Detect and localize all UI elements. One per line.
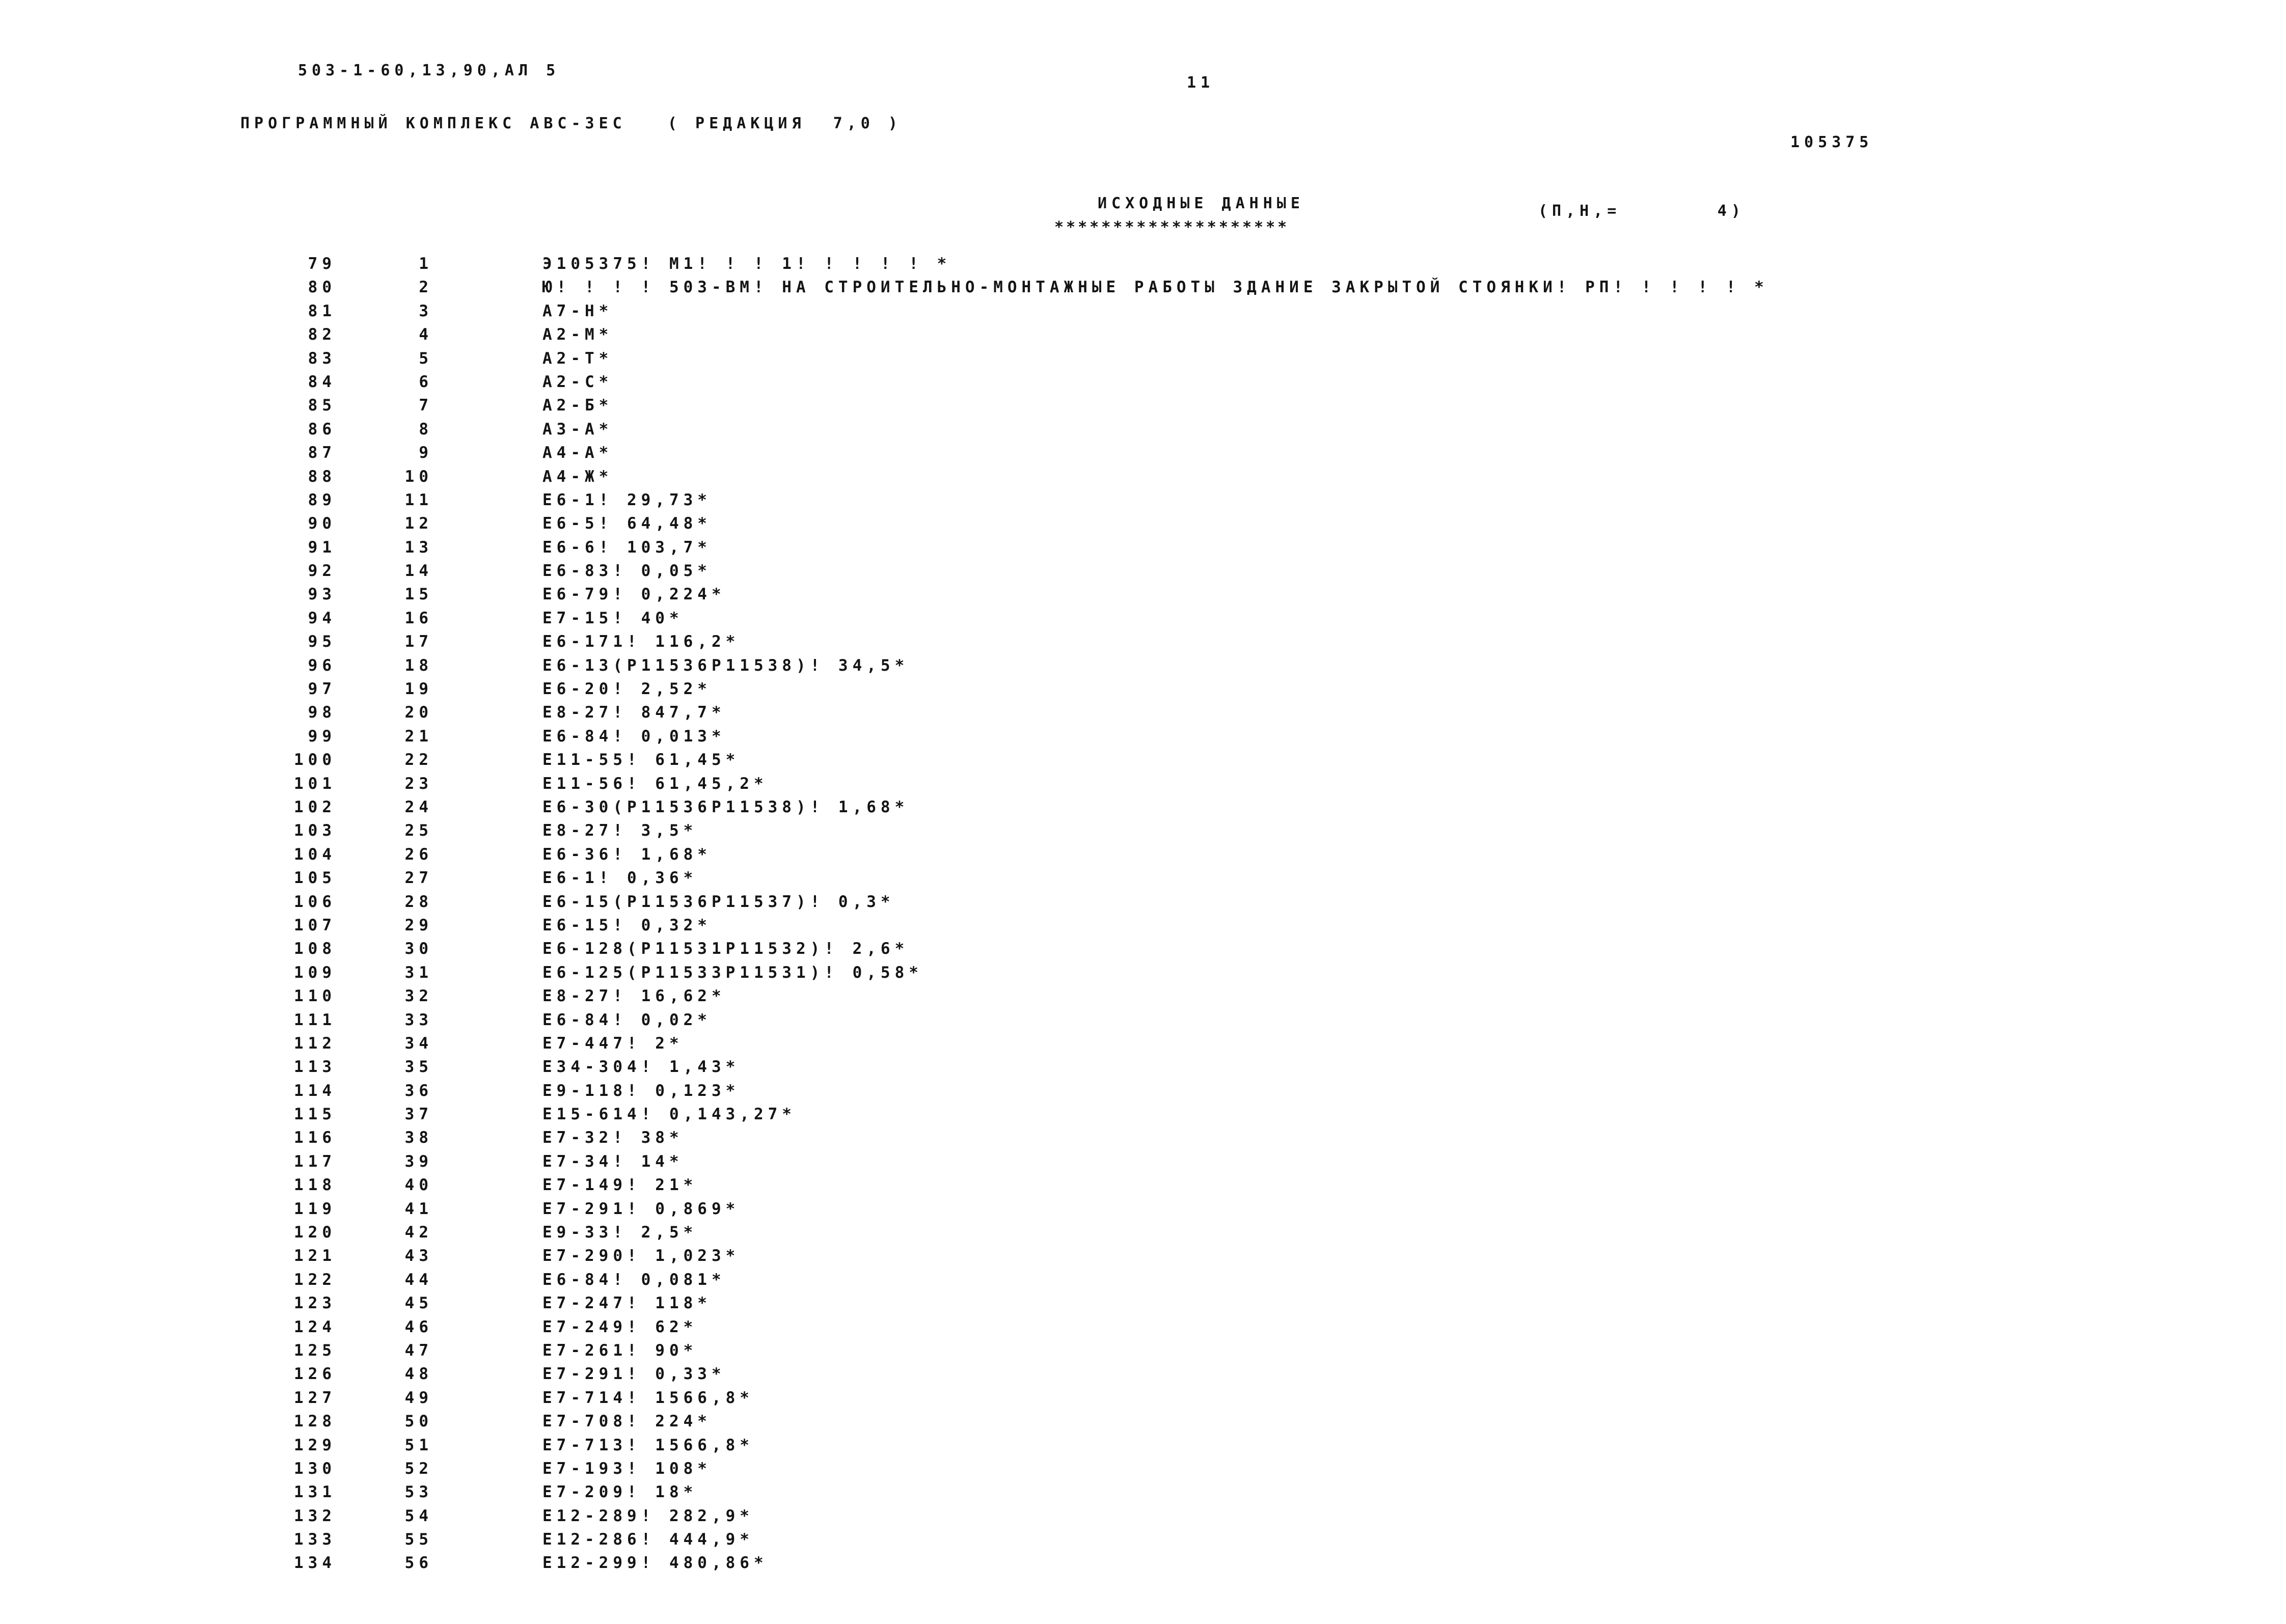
listing-row xyxy=(0,654,2286,677)
row-record-text: Е9-118! 0,123* xyxy=(542,1081,740,1100)
row-absolute-number: 107 xyxy=(294,916,336,934)
listing-row xyxy=(0,323,2286,346)
row-record-text: А2-Т* xyxy=(542,349,613,368)
row-absolute-number: 90 xyxy=(308,514,336,533)
row-absolute-number: 80 xyxy=(308,278,336,297)
program-title: ПРОГРАММНЫЙ КОМПЛЕКС АВС-ЗЕС ( РЕДАКЦИЯ 7,0 ) xyxy=(240,115,902,132)
row-relative-number: 30 xyxy=(404,940,433,958)
row-record-text: Е6-1! 29,73* xyxy=(542,490,712,509)
row-relative-number: 53 xyxy=(404,1483,433,1502)
listing-row xyxy=(0,819,2286,842)
listing-row xyxy=(0,1103,2286,1126)
listing-row xyxy=(0,1008,2286,1032)
row-record-text: Е7-15! 40* xyxy=(542,609,684,627)
row-relative-number: 40 xyxy=(404,1176,433,1195)
row-absolute-number: 86 xyxy=(308,420,336,438)
row-relative-number: 43 xyxy=(404,1247,433,1265)
row-record-text: А2-Б* xyxy=(542,396,613,415)
row-absolute-number: 128 xyxy=(294,1412,336,1431)
row-record-text: Е6-171! 116,2* xyxy=(542,632,740,651)
row-record-text: Е6-84! 0,013* xyxy=(542,727,726,746)
row-absolute-number: 94 xyxy=(308,609,336,627)
row-record-text: Е7-447! 2* xyxy=(542,1034,684,1053)
row-record-text: Е6-1! 0,36* xyxy=(542,869,698,888)
row-record-text: Е9-33! 2,5* xyxy=(542,1223,698,1242)
listing-row xyxy=(0,1480,2286,1504)
row-record-text: Е8-27! 16,62* xyxy=(542,987,726,1006)
row-relative-number: 15 xyxy=(404,585,433,604)
input-data-listing xyxy=(0,252,2286,1575)
row-absolute-number: 112 xyxy=(294,1034,336,1053)
listing-row xyxy=(0,937,2286,960)
row-relative-number: 52 xyxy=(404,1459,433,1478)
row-record-text: Е6-13(Р11536Р11538)! 34,5* xyxy=(542,656,909,675)
listing-row xyxy=(0,1410,2286,1433)
listing-row xyxy=(0,1339,2286,1362)
row-relative-number: 4 xyxy=(419,325,433,344)
section-title-underline: ******************** xyxy=(1054,218,1290,236)
row-record-text: Е6-125(Р11533Р11531)! 0,58* xyxy=(542,963,923,982)
row-record-text: Е7-261! 90* xyxy=(542,1341,698,1360)
row-relative-number: 14 xyxy=(404,562,433,581)
row-relative-number: 54 xyxy=(404,1506,433,1525)
row-absolute-number: 116 xyxy=(294,1128,336,1147)
row-absolute-number: 101 xyxy=(294,774,336,793)
row-absolute-number: 102 xyxy=(294,797,336,816)
row-absolute-number: 124 xyxy=(294,1317,336,1336)
row-record-text: Е7-714! 1566,8* xyxy=(542,1388,754,1407)
row-absolute-number: 132 xyxy=(294,1506,336,1525)
row-record-text: Е8-27! 847,7* xyxy=(542,703,726,722)
row-relative-number: 13 xyxy=(404,538,433,557)
row-absolute-number: 129 xyxy=(294,1436,336,1454)
listing-row xyxy=(0,418,2286,441)
row-record-text: А4-А* xyxy=(542,444,613,462)
listing-row xyxy=(0,299,2286,323)
row-absolute-number: 122 xyxy=(294,1270,336,1289)
row-relative-number: 3 xyxy=(419,301,433,320)
row-absolute-number: 115 xyxy=(294,1105,336,1124)
row-absolute-number: 87 xyxy=(308,444,336,462)
row-relative-number: 23 xyxy=(404,774,433,793)
listing-row xyxy=(0,890,2286,914)
row-relative-number: 29 xyxy=(404,916,433,934)
row-relative-number: 6 xyxy=(419,372,433,391)
row-record-text: Е7-247! 118* xyxy=(542,1294,712,1313)
row-record-text: Е6-84! 0,081* xyxy=(542,1270,726,1289)
row-relative-number: 26 xyxy=(404,845,433,864)
listing-row xyxy=(0,630,2286,653)
row-relative-number: 33 xyxy=(404,1010,433,1029)
row-record-text: Е6-83! 0,05* xyxy=(542,562,712,581)
row-relative-number: 42 xyxy=(404,1223,433,1242)
row-absolute-number: 91 xyxy=(308,538,336,557)
listing-row xyxy=(0,1173,2286,1197)
row-record-text: А2-М* xyxy=(542,325,613,344)
row-record-text: Е7-149! 21* xyxy=(542,1176,698,1195)
row-record-text: Ю! ! ! ! 503-ВМ! НА СТРОИТЕЛЬНО-МОНТАЖНЫЕ РАБОТЫ ЗДАНИЕ ЗАКРЫТОЙ СТОЯНКИ! РП! ! ! ! ! * xyxy=(542,278,1768,297)
row-absolute-number: 130 xyxy=(294,1459,336,1478)
row-absolute-number: 88 xyxy=(308,467,336,486)
listing-row xyxy=(0,677,2286,701)
row-absolute-number: 113 xyxy=(294,1058,336,1077)
row-relative-number: 22 xyxy=(404,751,433,769)
row-record-text: А2-С* xyxy=(542,372,613,391)
row-record-text: Е34-304! 1,43* xyxy=(542,1058,740,1077)
row-absolute-number: 120 xyxy=(294,1223,336,1242)
row-absolute-number: 82 xyxy=(308,325,336,344)
row-absolute-number: 99 xyxy=(308,727,336,746)
row-absolute-number: 98 xyxy=(308,703,336,722)
row-record-text: Е15-614! 0,143,27* xyxy=(542,1105,796,1124)
row-record-text: Е12-289! 282,9* xyxy=(542,1506,754,1525)
row-absolute-number: 81 xyxy=(308,301,336,320)
row-absolute-number: 121 xyxy=(294,1247,336,1265)
row-record-text: Е7-708! 224* xyxy=(542,1412,712,1431)
row-absolute-number: 105 xyxy=(294,869,336,888)
listing-row xyxy=(0,984,2286,1008)
listing-row xyxy=(0,866,2286,890)
row-record-text: Е7-291! 0,869* xyxy=(542,1199,740,1218)
row-record-text: Е6-15! 0,32* xyxy=(542,916,712,934)
row-absolute-number: 92 xyxy=(308,562,336,581)
row-record-text: Е6-6! 103,7* xyxy=(542,538,712,557)
row-absolute-number: 125 xyxy=(294,1341,336,1360)
listing-row xyxy=(0,252,2286,276)
row-absolute-number: 85 xyxy=(308,396,336,415)
listing-row xyxy=(0,1457,2286,1480)
row-record-text: Е6-79! 0,224* xyxy=(542,585,726,604)
listing-row xyxy=(0,1386,2286,1410)
listing-row xyxy=(0,914,2286,937)
row-record-text: Е11-56! 61,45,2* xyxy=(542,774,768,793)
row-relative-number: 2 xyxy=(419,278,433,297)
listing-row xyxy=(0,559,2286,583)
listing-row xyxy=(0,347,2286,370)
listing-row xyxy=(0,961,2286,984)
listing-row xyxy=(0,772,2286,795)
row-absolute-number: 110 xyxy=(294,987,336,1006)
listing-row xyxy=(0,370,2286,394)
row-record-text: Е11-55! 61,45* xyxy=(542,751,740,769)
listing-row xyxy=(0,1434,2286,1457)
row-relative-number: 36 xyxy=(404,1081,433,1100)
listing-row xyxy=(0,1055,2286,1079)
row-relative-number: 38 xyxy=(404,1128,433,1147)
row-relative-number: 24 xyxy=(404,797,433,816)
row-absolute-number: 127 xyxy=(294,1388,336,1407)
listing-row xyxy=(0,843,2286,866)
row-record-text: Е7-249! 62* xyxy=(542,1317,698,1336)
row-absolute-number: 93 xyxy=(308,585,336,604)
document-id: 105375 xyxy=(1790,133,1873,151)
document-code: 503-1-60,13,90,АЛ 5 xyxy=(298,62,560,79)
listing-row xyxy=(0,1197,2286,1221)
listing-row xyxy=(0,394,2286,417)
row-absolute-number: 119 xyxy=(294,1199,336,1218)
row-relative-number: 31 xyxy=(404,963,433,982)
row-absolute-number: 106 xyxy=(294,892,336,911)
listing-row xyxy=(0,1079,2286,1103)
row-relative-number: 16 xyxy=(404,609,433,627)
row-absolute-number: 100 xyxy=(294,751,336,769)
row-absolute-number: 134 xyxy=(294,1554,336,1573)
row-relative-number: 41 xyxy=(404,1199,433,1218)
listing-row xyxy=(0,512,2286,535)
row-absolute-number: 133 xyxy=(294,1530,336,1549)
row-relative-number: 11 xyxy=(404,490,433,509)
row-relative-number: 39 xyxy=(404,1152,433,1171)
row-record-text: Е7-713! 1566,8* xyxy=(542,1436,754,1454)
row-relative-number: 20 xyxy=(404,703,433,722)
listing-row xyxy=(0,465,2286,488)
listing-row xyxy=(0,1504,2286,1528)
row-absolute-number: 111 xyxy=(294,1010,336,1029)
row-relative-number: 25 xyxy=(404,821,433,840)
row-relative-number: 18 xyxy=(404,656,433,675)
row-absolute-number: 95 xyxy=(308,632,336,651)
row-record-text: Е12-286! 444,9* xyxy=(542,1530,754,1549)
listing-row xyxy=(0,1291,2286,1315)
row-record-text: Е6-15(Р11536Р11537)! 0,3* xyxy=(542,892,895,911)
listing-row xyxy=(0,607,2286,630)
row-absolute-number: 131 xyxy=(294,1483,336,1502)
row-relative-number: 1 xyxy=(419,255,433,273)
row-relative-number: 48 xyxy=(404,1365,433,1384)
row-absolute-number: 103 xyxy=(294,821,336,840)
row-record-text: А3-А* xyxy=(542,420,613,438)
row-relative-number: 34 xyxy=(404,1034,433,1053)
listing-row xyxy=(0,583,2286,606)
row-relative-number: 28 xyxy=(404,892,433,911)
listing-row xyxy=(0,488,2286,512)
row-record-text: Е6-30(Р11536Р11538)! 1,68* xyxy=(542,797,909,816)
row-relative-number: 9 xyxy=(419,444,433,462)
row-relative-number: 8 xyxy=(419,420,433,438)
listing-row xyxy=(0,1150,2286,1173)
row-absolute-number: 108 xyxy=(294,940,336,958)
row-relative-number: 7 xyxy=(419,396,433,415)
row-record-text: Е7-34! 14* xyxy=(542,1152,684,1171)
row-record-text: Е7-290! 1,023* xyxy=(542,1247,740,1265)
row-record-text: Е7-193! 108* xyxy=(542,1459,712,1478)
row-relative-number: 45 xyxy=(404,1294,433,1313)
row-record-text: А4-Ж* xyxy=(542,467,613,486)
row-record-text: Е6-36! 1,68* xyxy=(542,845,712,864)
row-absolute-number: 96 xyxy=(308,656,336,675)
section-title: ИСХОДНЫЕ ДАННЫЕ xyxy=(1098,195,1304,212)
row-absolute-number: 104 xyxy=(294,845,336,864)
listing-row xyxy=(0,1126,2286,1149)
listing-row xyxy=(0,1528,2286,1551)
row-absolute-number: 118 xyxy=(294,1176,336,1195)
row-absolute-number: 114 xyxy=(294,1081,336,1100)
listing-row xyxy=(0,701,2286,724)
row-absolute-number: 117 xyxy=(294,1152,336,1171)
row-absolute-number: 109 xyxy=(294,963,336,982)
listing-row xyxy=(0,1551,2286,1575)
page-number: 11 xyxy=(1187,74,1215,92)
row-relative-number: 27 xyxy=(404,869,433,888)
row-relative-number: 21 xyxy=(404,727,433,746)
listing-row xyxy=(0,1362,2286,1386)
row-absolute-number: 79 xyxy=(308,255,336,273)
row-relative-number: 44 xyxy=(404,1270,433,1289)
row-relative-number: 37 xyxy=(404,1105,433,1124)
row-absolute-number: 123 xyxy=(294,1294,336,1313)
row-record-text: Е6-84! 0,02* xyxy=(542,1010,712,1029)
listing-row xyxy=(0,1268,2286,1291)
row-record-text: Е6-128(Р11531Р11532)! 2,6* xyxy=(542,940,909,958)
listing-row xyxy=(0,1315,2286,1339)
row-record-text: Е6-5! 64,48* xyxy=(542,514,712,533)
row-record-text: Е7-291! 0,33* xyxy=(542,1365,726,1384)
row-relative-number: 50 xyxy=(404,1412,433,1431)
row-relative-number: 17 xyxy=(404,632,433,651)
listing-row xyxy=(0,1032,2286,1055)
row-relative-number: 32 xyxy=(404,987,433,1006)
listing-row xyxy=(0,795,2286,819)
listing-row xyxy=(0,536,2286,559)
row-record-text: Е12-299! 480,86* xyxy=(542,1554,768,1573)
listing-row xyxy=(0,1244,2286,1268)
row-relative-number: 46 xyxy=(404,1317,433,1336)
row-relative-number: 55 xyxy=(404,1530,433,1549)
row-record-text: Е8-27! 3,5* xyxy=(542,821,698,840)
row-record-text: Е6-20! 2,52* xyxy=(542,680,712,699)
listing-row xyxy=(0,441,2286,464)
row-relative-number: 5 xyxy=(419,349,433,368)
row-relative-number: 19 xyxy=(404,680,433,699)
row-relative-number: 12 xyxy=(404,514,433,533)
row-absolute-number: 97 xyxy=(308,680,336,699)
listing-row xyxy=(0,725,2286,748)
row-record-text: Е7-209! 18* xyxy=(542,1483,698,1502)
row-record-text: Э105375! М1! ! ! 1! ! ! ! ! * xyxy=(542,255,951,273)
row-absolute-number: 126 xyxy=(294,1365,336,1384)
row-absolute-number: 83 xyxy=(308,349,336,368)
row-absolute-number: 89 xyxy=(308,490,336,509)
row-absolute-number: 84 xyxy=(308,372,336,391)
section-params: (П,Н,= 4) xyxy=(1538,202,1745,220)
row-record-text: А7-Н* xyxy=(542,301,613,320)
row-relative-number: 35 xyxy=(404,1058,433,1077)
listing-row xyxy=(0,748,2286,772)
row-record-text: Е7-32! 38* xyxy=(542,1128,684,1147)
row-relative-number: 10 xyxy=(404,467,433,486)
row-relative-number: 49 xyxy=(404,1388,433,1407)
row-relative-number: 51 xyxy=(404,1436,433,1454)
row-relative-number: 56 xyxy=(404,1554,433,1573)
listing-row xyxy=(0,276,2286,299)
listing-row xyxy=(0,1221,2286,1244)
row-relative-number: 47 xyxy=(404,1341,433,1360)
